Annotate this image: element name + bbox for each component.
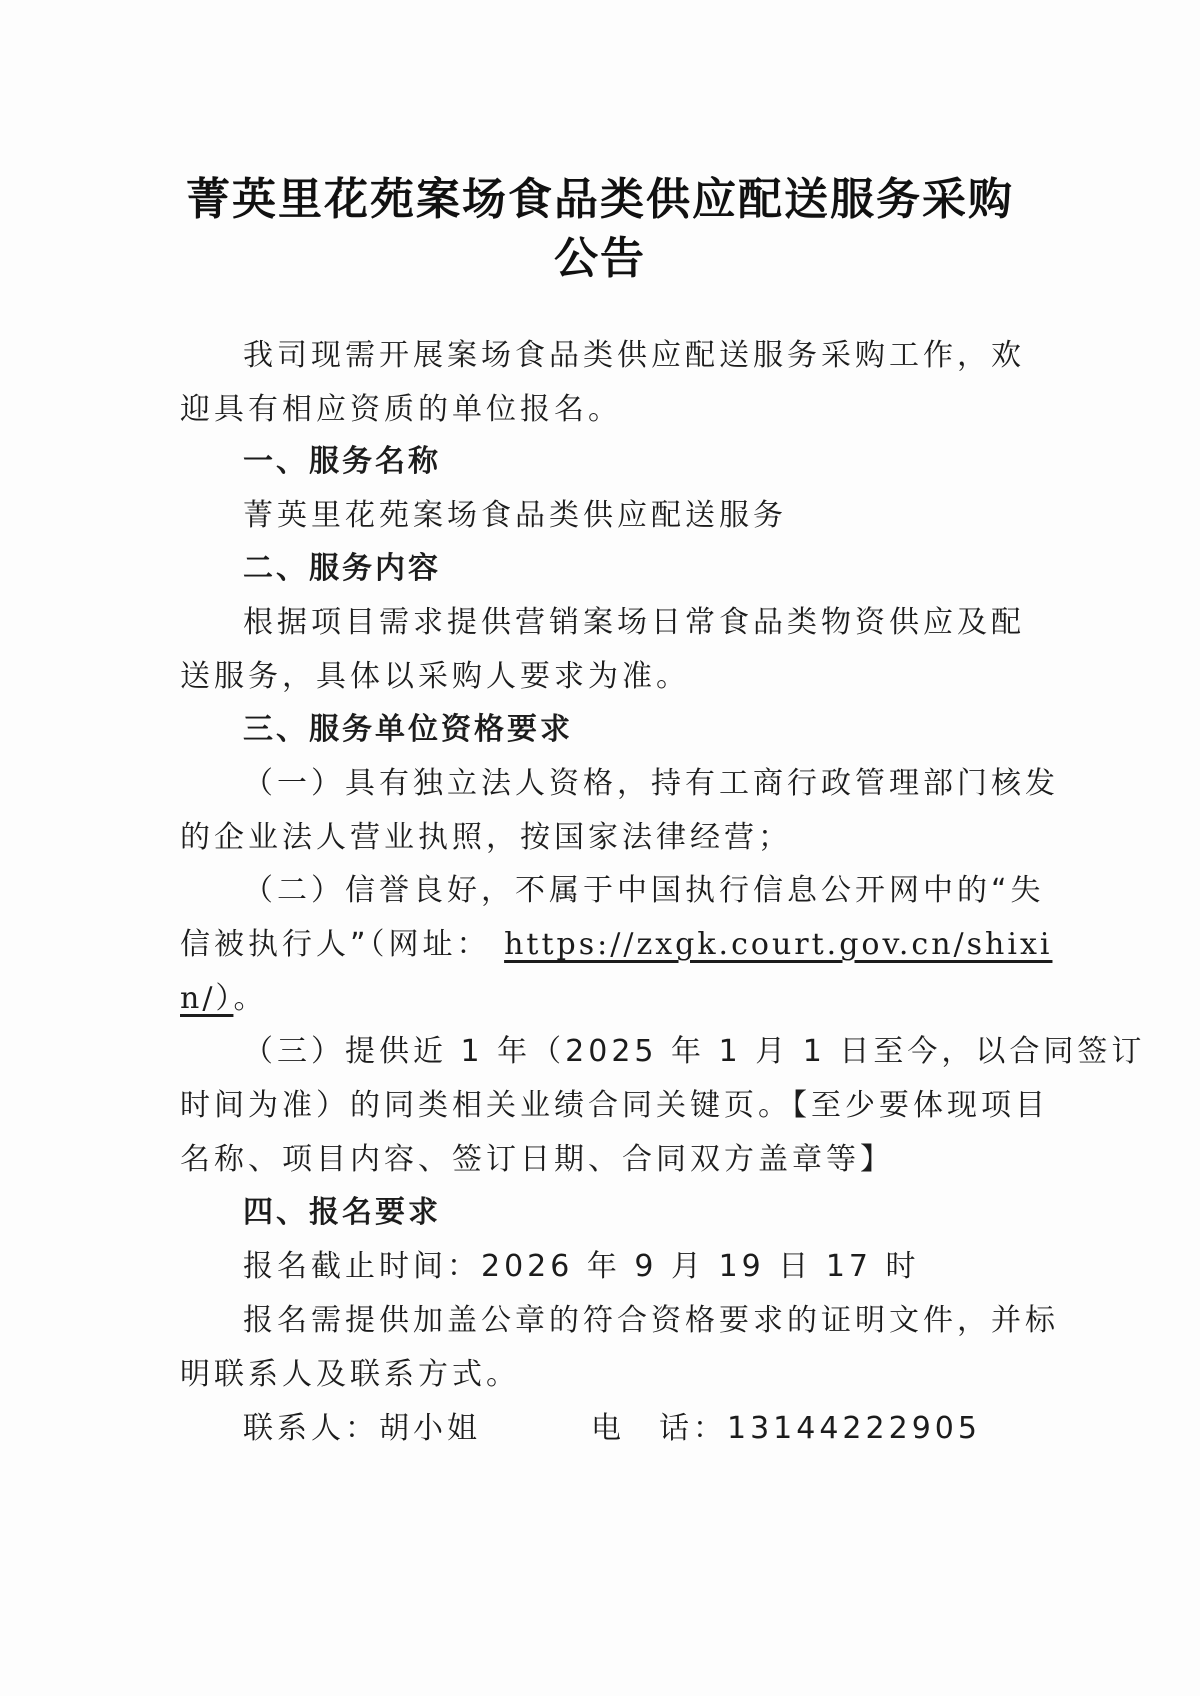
requirement1-line1: （一）具有独立法人资格，持有工商行政管理部门核发 [243, 766, 1059, 801]
requirement2-period: 。 [233, 981, 268, 1016]
requirement1-line2: 的企业法人营业执照，按国家法律经营； [180, 820, 792, 855]
requirement3-line1: （三）提供近 1 年（2025 年 1 月 1 日至今，以合同签订 [243, 1034, 1146, 1069]
requirement2-line1: （二）信誉良好，不属于中国执行信息公开网中的“失 [243, 873, 1045, 908]
requirement2-prefix: 信被执行人”（网址： [180, 927, 491, 962]
document-title-line2: 公告 [554, 233, 646, 284]
contact-line [243, 1403, 981, 1447]
intro-line2: 迎具有相应资质的单位报名。 [180, 392, 622, 427]
section3-heading: 三、服务单位资格要求 [243, 712, 573, 747]
service-content-line1: 根据项目需求提供营销案场日常食品类物资供应及配 [243, 605, 1025, 640]
registration-requirement-line2: 明联系人及联系方式。 [180, 1357, 520, 1392]
section1-heading: 一、服务名称 [243, 444, 441, 479]
service-content-line2: 送服务，具体以采购人要求为准。 [180, 659, 690, 694]
contact-person: 联系人：胡小姐 [243, 1411, 481, 1446]
requirement2-line3 [180, 973, 267, 1017]
requirement2-line2 [180, 919, 1052, 963]
requirement3-line2: 时间为准）的同类相关业绩合同关键页。【至少要体现项目 [180, 1088, 1049, 1123]
registration-requirement-line1: 报名需提供加盖公章的符合资格要求的证明文件，并标 [243, 1303, 1059, 1338]
court-website-link[interactable]: https://zxgk.court.gov.cn/shixi [504, 927, 1053, 962]
section4-heading: 四、报名要求 [243, 1195, 441, 1230]
court-website-link-continued[interactable]: n/） [180, 981, 234, 1016]
section2-heading: 二、服务内容 [243, 551, 441, 586]
intro-line1: 我司现需开展案场食品类供应配送服务采购工作，欢 [243, 338, 1025, 373]
contact-phone: 电 话：13144222905 [591, 1411, 981, 1446]
document-title-line1: 菁英里花苑案场食品类供应配送服务采购 [186, 174, 1014, 225]
requirement3-line3: 名称、项目内容、签订日期、合同双方盖章等】 [180, 1142, 894, 1177]
service-name: 菁英里花苑案场食品类供应配送服务 [243, 498, 787, 533]
registration-deadline: 报名截止时间：2026 年 9 月 19 日 17 时 [243, 1249, 920, 1284]
